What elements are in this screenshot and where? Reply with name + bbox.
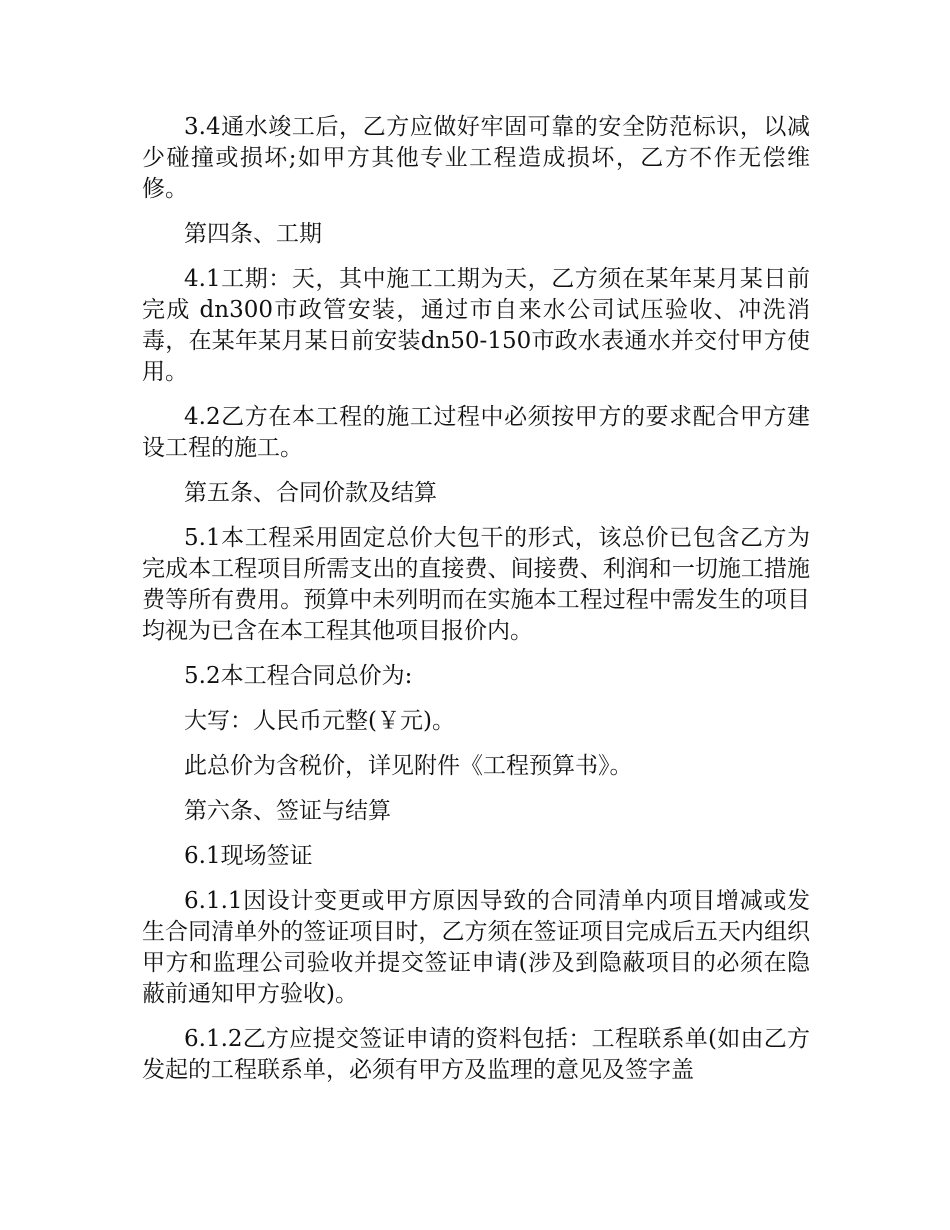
paragraph-4-2: 4.2乙方在本工程的施工过程中必须按甲方的要求配合甲方建设工程的施工。 <box>142 404 810 461</box>
paragraph-6-1: 6.1现场签证 <box>184 843 313 869</box>
paragraph-5-1: 5.1本工程采用固定总价大包干的形式，该总价已包含乙方为完成本工程项目所需支出的直接费、间接费、利润和一切施工措施费等所有费用。预算中未列明而在实施本工程过程中需发生的项目均视为已含在本工程其他项目报价内。 <box>142 525 810 644</box>
paragraph-6-1-2: 6.1.2乙方应提交签证申请的资料包括：工程联系单(如由乙方发起的工程联系单，必须有甲方及监理的意见及签字盖 <box>142 1026 810 1083</box>
document-body <box>142 112 810 1100</box>
paragraph-amount-in-words: 大写：人民币元整(￥元)。 <box>184 708 455 734</box>
heading-article-4: 第四条、工期 <box>184 221 322 247</box>
paragraph-tax-inclusive: 此总价为含税价，详见附件《工程预算书》。 <box>184 753 633 779</box>
paragraph-6-1-1: 6.1.1因设计变更或甲方原因导致的合同清单内项目增减或发生合同清单外的签证项目时，乙方须在签证项目完成后五天内组织甲方和监理公司验收并提交签证申请(涉及到隐蔽项目的必须在隐蔽前通知甲方验收)。 <box>142 888 810 1007</box>
paragraph-4-1: 4.1工期：天，其中施工工期为天，乙方须在某年某月某日前完成 dn300市政管安装，通过市自来水公司试压验收、冲洗消毒，在某年某月某日前安装dn50-150市政水表通水并交付甲方使用。 <box>142 266 810 385</box>
paragraph-5-2: 5.2本工程合同总价为: <box>184 663 413 689</box>
heading-article-5: 第五条、合同价款及结算 <box>184 480 437 506</box>
paragraph-3-4: 3.4通水竣工后，乙方应做好牢固可靠的安全防范标识，以减少碰撞或损坏;如甲方其他专业工程造成损坏，乙方不作无偿维修。 <box>142 114 810 202</box>
heading-article-6: 第六条、签证与结算 <box>184 798 391 824</box>
